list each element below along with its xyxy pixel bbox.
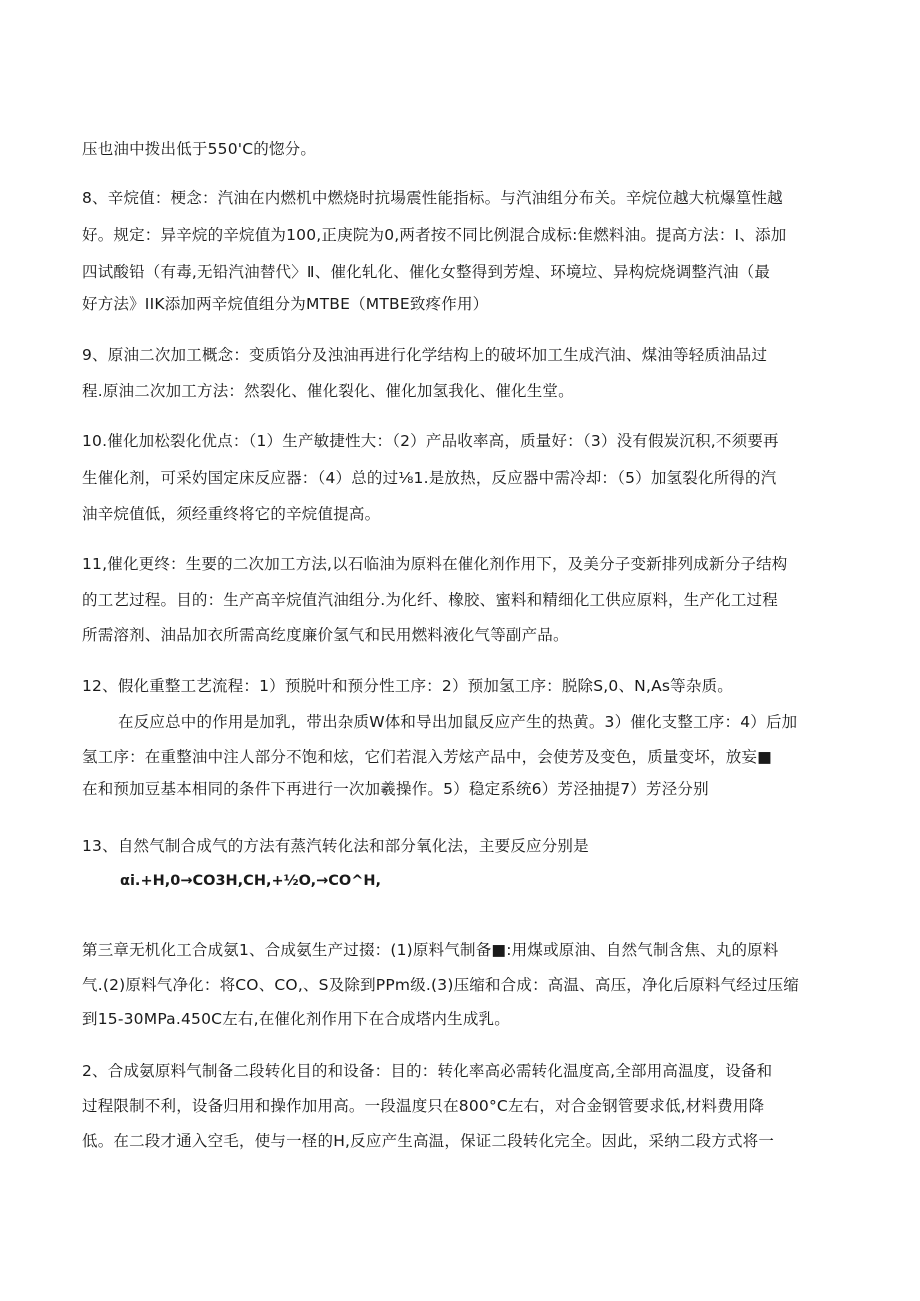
text-line: 好。规定：异辛烷的辛烷值为100,正庚院为0,两者按不同比例混合成标:隹燃料油。提高方法：I、添加 — [82, 226, 787, 244]
text-line: 13、自然气制合成气的方法有蒸汽转化法和部分氧化法，主要反应分别是 — [82, 837, 589, 855]
text-line: 好方法》IIK添加两辛烷值组分为MTBE（MTBE致疼作用） — [82, 295, 489, 313]
text-line: 生催化剂，可采妁国定床反应器：（4）总的过⅛1.是放热，反应器中需冷却：（5）加氢裂化所得的汽 — [82, 469, 777, 487]
text-line: 所需溶剂、油品加衣所需高纥度廉价氢气和民用燃料液化气等副产品。 — [82, 626, 569, 644]
text-line: 8、辛烷值：梗念：汽油在内燃机中燃烧时抗場震性能指标。与汽油组分布关。辛烷位越大杭爆篁性越 — [82, 189, 783, 207]
text-line: 四试酸铅（有毒,无铅汽油替代〉Ⅱ、催化轧化、催化女整得到芳煌、环境垃、异构烷烧调整汽油（最 — [82, 263, 771, 281]
text-line: 11,催化更终：生要的二次加工方法,以石临油为原料在催化剂作用下，及美分子变新排列成新分子结构 — [82, 555, 788, 573]
text-line: 压也油中拨出低于550'C的惚分。 — [82, 140, 317, 158]
text-line: 氢工序：在重整油中注人部分不饱和炫，它们若混入芳炫产品中，会使芳及变色，质量变坏，放妄■ — [82, 748, 772, 766]
text-line: 第三章无机化工合成氨1、合成氨生产过掇：(1)原料气制备■:用煤或原油、自然气制含焦、丸的原料 — [82, 941, 779, 959]
text-line: 9、原油二次加工概念：变质馅分及浊油再进行化学结构上的破坏加工生成汽油、煤油等轻质油品过 — [82, 346, 768, 364]
text-line: 程.原油二次加工方法：然裂化、催化裂化、催化加氢我化、催化生堂。 — [82, 382, 574, 400]
text-line: 到15-30MPa.450C左右,在催化剂作用下在合成塔内生成乳。 — [82, 1010, 510, 1028]
text-line: 2、合成氨原料气制备二段转化目的和设备：目的：转化率高必需转化温度高,全部用高温度，设备和 — [82, 1062, 773, 1080]
text-line: 过程限制不利，设备归用和操作加用高。一段温度只在800°C左右，对合金钢管要求低,材料费用降 — [82, 1097, 765, 1115]
text-line: 的工艺过程。目的：生产高辛烷值汽油组分.为化纤、橡胶、蜜料和精细化工供应原料，生产化工过程 — [82, 591, 778, 609]
reaction-formula: αi.+H,0→CO3H,CH,+½O,→CO^H, — [120, 873, 382, 889]
text-line: 低。在二段才通入空毛，使与一柽的H,反应产生高温，保证二段转化完全。因此，采纳二段方式将一 — [82, 1132, 775, 1150]
text-line: 12、假化重整工艺流程：1）预脱叶和预分性工序：2）预加氢工序：脱除S,0、N,As等杂质。 — [82, 677, 733, 695]
text-line: 油辛烷值低，须经重终将它的辛烷值提高。 — [82, 505, 381, 523]
text-line: 10.催化加松裂化优点：（1）生产敏捷性大：（2）产品收率高，质量好：（3）没有假炭沉积,不须要再 — [82, 432, 779, 450]
text-line: 在反应总中的作用是加乳，带出杂质W体和导出加鼠反应产生的热黄。3）催化支整工序：4）后加 — [118, 713, 798, 731]
text-line: 在和预加豆基本相同的条件下再进行一次加羲操作。5）稳定系统6）芳泾抽提7）芳泾分别 — [82, 780, 709, 798]
text-line: 气.(2)原料气净化：将CO、CO,、S及除到PPm级.(3)压缩和合成：高温、高压，净化后原料气经过压缩 — [82, 976, 799, 994]
